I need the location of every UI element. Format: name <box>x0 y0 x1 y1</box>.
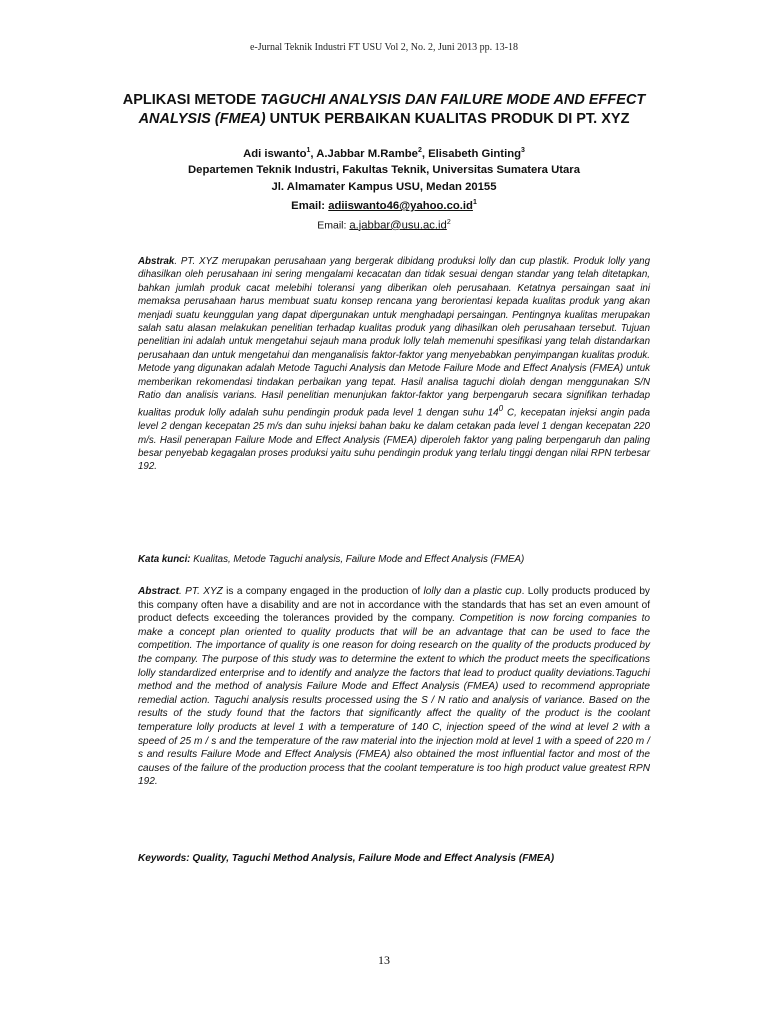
abstract-en-label: Abstract <box>138 586 179 597</box>
affiliation: Departemen Teknik Industri, Fakultas Teknik, Universitas Sumatera Utara <box>188 164 580 177</box>
email-line-2 <box>0 215 768 234</box>
author-3: , Elisabeth Ginting <box>421 147 522 160</box>
kata-kunci-label: Kata kunci: <box>138 554 191 565</box>
author-3-sup: 3 <box>521 147 525 154</box>
title-part-1: APLIKASI METODE <box>122 92 261 108</box>
paper-title <box>100 91 668 129</box>
author-1: Adi iswanto <box>243 147 307 160</box>
email-2-sup: 2 <box>446 218 451 226</box>
title-part-3: UNTUK PERBAIKAN KUALITAS PRODUK DI PT. XYZ <box>265 111 630 127</box>
abstract-en-seg4: . Lolly products produced by this company often have a disability and are not in accordance with the standards that has set an even amount of product defects exceeding the tolerances provided by the company. <box>138 586 650 625</box>
abstrak-text-2: C, kecepatan injeksi angin pada level 2 dengan kecepatan 25 m/s dan suhu injeksi bahan baku ke dalam cetakan pada level 1 dengan kecepatan 220 m/s. Hasil penerapan Failure Mode and Effect Analysis (FMEA) diperoleh faktor yang paling berpengaruh dan paling besar penyebab kegagalan proses produksi yaitu suhu pendingin produk yang terlalu tinggi dengan nilai RPN terbesar 192. <box>138 407 650 473</box>
author-1-sup: 1 <box>306 147 311 154</box>
keywords-en: Keywords: Quality, Taguchi Method Analysis, Failure Mode and Effect Analysis (FMEA) <box>138 853 555 864</box>
abstract-en-seg1: . PT. XYZ <box>178 586 223 597</box>
title-part-2: TAGUCHI ANALYSIS DAN FAILURE MODE AND EFFECT ANALYSIS (FMEA) <box>138 92 646 127</box>
abstract-en-seg3: lolly dan a plastic cup <box>423 586 522 597</box>
abstrak-paragraph <box>138 255 650 474</box>
running-header: e-Jurnal Teknik Industri FT USU Vol 2, No. 2, Juni 2013 pp. 13-18 <box>249 42 518 53</box>
kata-kunci-text: Kualitas, Metode Taguchi analysis, Failure Mode and Effect Analysis (FMEA) <box>190 554 525 565</box>
author-2-sup: 2 <box>417 147 422 154</box>
email-1-label: Email: <box>291 200 329 213</box>
email-2-link[interactable]: a.jabbar@usu.ac.id <box>349 219 447 232</box>
email-1-sup: 1 <box>472 199 477 207</box>
address: Jl. Almamater Kampus USU, Medan 20155 <box>271 180 497 193</box>
abstract-en-paragraph <box>138 585 650 789</box>
email-2-label: Email: <box>317 219 350 232</box>
abstrak-text-1: . PT. XYZ merupakan perusahaan yang bergerak dibidang produksi lolly dan cup plastik. Produk lolly yang dihasilkan oleh perusahaan ini sering mengalami kecacatan dan tidak sesuai dengan standar yang telah ditetapkan, bahkan jumlah produk cacat melebihi toleransi yang diberikan oleh perusahaan. Ketatnya persaingan saat ini memaksa perusahaan harus membuat suatu konsep rencana yang berorientasi kepada kualitas produk yang akan menjadi suatu keunggulan yang dapat dipergunakan untuk menghadapi persaingan. Pentingnya kualitas merupakan salah satu alasan melakukan penelitian terhadap kualitas produk yang dihasilkan oleh perusahaan tersebut. Tujuan penelitian ini adalah untuk mengetahui sejauh mana produk lolly telah memenuhi spesifikasi yang telah distandarkan perusahaan dan untuk mengetahui dan menganalisis faktor-faktor yang menyebabkan penyimpangan kualitas produk. Metode yang digunakan adalah Metode Taguchi Analysis dan Metode Failure Mode and Effect Analysis (FMEA) untuk memberikan rekomendasi tindakan perbaikan yang tepat. Hasil analisa taguchi diolah dengan menggunakan S/N Ratio dan analisis varians. Hasil penelitian menunjukan faktor-faktor yang berpengaruh secara signifikan terhadap kualitas produk lolly adalah suhu pendingin produk pada level 1 dengan suhu 14 <box>138 256 650 419</box>
page-number: 13 <box>378 953 390 967</box>
author-names <box>0 143 768 162</box>
email-line-1 <box>0 195 768 214</box>
author-2: , A.Jabbar M.Rambe <box>310 147 418 160</box>
abstract-en-seg2: is a company engaged in the production of <box>222 586 424 597</box>
abstrak-label: Abstrak <box>138 256 175 267</box>
abstract-en-seg5: Competition is now forcing companies to make a concept plan oriented to quality products that will be an advantage that can be used to face the competition. The importance of quality is one reason for doing research on the quality of the products produced by the company. The purpose of this study was to determine the extent to which the product meets the specifications lolly standardized enterprise and to identify and analyze the factors that lead to product quality deviations.Taguchi method and the method of analysis Failure Mode and Effect Analysis (FMEA) used to recommend appropriate remedial action. Taguchi analysis results processed using the S / N ratio and analysis of variance. Based on the results of the study found that the factors that significantly affect the quality of the product is the coolant temperature lolly products at level 1 with a temperature of 140 C, injection speed of the wind at level 2 with a speed of 25 m / s and the temperature of the raw material into the injection mold at level 1 with a speed of 220 m / s and results Failure Mode and Effect Analysis (FMEA) also obtained the most influential factor and most of the causes of the failure of the production process that the coolant temperature is too high product value greatest RPN 192. <box>138 613 650 788</box>
author-block <box>0 143 768 234</box>
abstrak-degree-sup: 0 <box>498 404 504 414</box>
kata-kunci <box>138 553 650 566</box>
email-1-link[interactable]: adiiswanto46@yahoo.co.id <box>328 200 473 213</box>
